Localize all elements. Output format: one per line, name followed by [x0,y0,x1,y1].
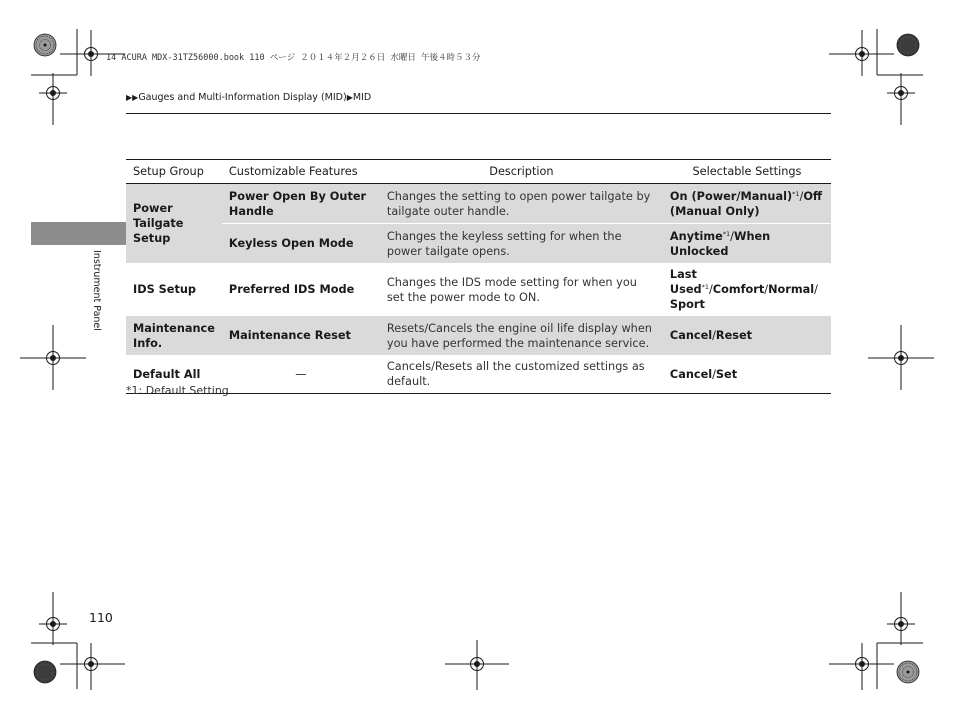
dark-circle-mark-icon [34,661,56,683]
setting-separator: / [712,329,716,342]
footnote-ref: *1 [722,229,731,238]
setting-option: Set [715,367,738,381]
setting-separator: / [799,189,804,203]
description-cell: Changes the keyless setting for when the power tailgate opens. [380,224,663,264]
setting-separator: / [712,367,716,381]
side-tab-label: Instrument Panel [91,250,102,331]
setting-option: Cancel [669,367,713,381]
breadcrumb-separator-icon: ▶ [346,93,353,102]
setting-option: Off (Manual Only) [669,189,823,218]
setting-option: Anytime [669,229,723,243]
setting-separator: / [814,283,818,296]
setting-separator: / [730,229,734,243]
page-number: 110 [89,610,113,625]
dark-circle-mark-icon [897,34,919,56]
column-header-selectable-settings: Selectable Settings [663,160,831,184]
setting-option: Sport [669,298,705,311]
setup-group-cell: Maintenance Info. [126,316,222,355]
column-header-description: Description [380,160,663,184]
setting-option: Cancel [669,329,713,342]
setup-group-cell: IDS Setup [133,283,196,296]
setup-group-cell: Default All [126,355,222,394]
column-header-setup-group: Setup Group [126,160,222,184]
setting-option: When Unlocked [669,229,771,258]
feature-cell: — [222,355,380,394]
footnote: *1: Default Setting [126,384,229,397]
setting-separator: / [764,283,769,296]
setting-option: On (Power/Manual) [669,189,793,203]
setting-option: Last Used [669,268,702,296]
breadcrumb-page[interactable]: MID [352,92,372,103]
breadcrumb-arrow-icon: ▶▶ [126,93,139,102]
setup-group-cell: Power Tailgate Setup [126,184,222,264]
footnote-ref: *1 [701,283,709,291]
breadcrumb-section[interactable]: Gauges and Multi-Information Display (MID) [138,92,347,103]
feature-cell: Power Open By Outer Handle [222,184,380,224]
setting-separator: / [708,283,713,296]
description-cell: Resets/Cancels the engine oil life display when you have performed the maintenance service. [380,316,663,355]
starburst-mark-icon [34,34,56,56]
starburst-mark-icon [897,661,919,683]
feature-cell: Preferred IDS Mode [228,283,355,296]
description-cell: Cancels/Resets all the customized settings as default. [380,355,663,394]
description-cell: Changes the setting to open power tailgate by tailgate outer handle. [380,184,663,224]
setting-option: Reset [715,329,753,342]
column-header-customizable-features: Customizable Features [222,160,380,184]
print-header: 14 ACURA MDX-31TZ56000.book 110 ページ ２０１４年２月２６日 水曜日 午後４時５３分 [106,53,481,63]
setting-option: Comfort [712,283,765,296]
feature-cell: Keyless Open Mode [222,224,380,264]
feature-cell: Maintenance Reset [222,316,380,355]
description-cell: Changes the IDS mode setting for when you set the power mode to ON. [386,275,637,304]
footnote-ref: *1 [792,189,800,198]
setting-option: Normal [768,283,815,296]
